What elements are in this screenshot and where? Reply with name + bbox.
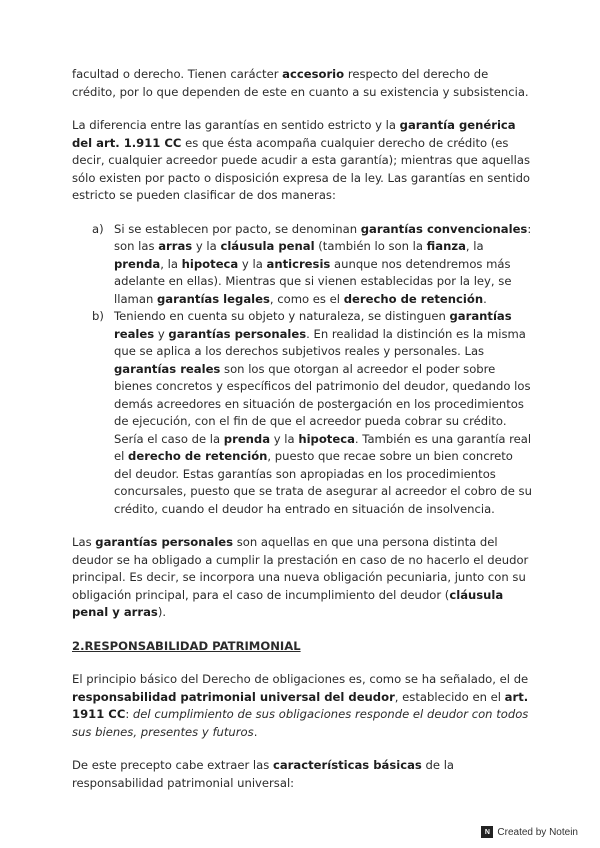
list-marker: b) — [92, 309, 104, 323]
list-marker: a) — [92, 221, 104, 236]
paragraph-garantia-generica: La diferencia entre las garantías en sentido estricto y la garantía genérica del art. 1.911 CC es que ésta acompaña cualquier derecho de crédito (es decir, cualquier acreedor puede acudir a esta garantía); mientras que aquellas sólo existen por pacto o disposición expresa de la ley. Las garantías en sentido estricto se pueden clasificar de dos maneras: — [72, 118, 531, 202]
list-item: a) Si se establecen por pacto, se denominan garantías convencionales: son las arras y la cláusula penal (también lo son la fianza, la prenda, la hipoteca y la anticresis aunque nos detendremos más adelante en ellas). Mientras que si vienen establecidas por la ley, se llaman garantías legales, como es el derecho de retención. — [92, 221, 532, 306]
document-page — [72, 66, 532, 808]
paragraph-principio-basico: El principio básico del Derecho de obligaciones es, como se ha señalado, el de responsabilidad patrimonial universal del deudor, establecido en el art. 1911 CC: del cumplimiento de sus obligaciones responde el deudor con todos sus bienes, presentes y futuros. — [72, 672, 529, 739]
classification-list — [72, 221, 532, 519]
paragraph-garantias-personales: Las garantías personales son aquellas en que una persona distinta del deudor se ha obligado a cumplir la prestación en caso de no hacerlo el deudor principal. Es decir, se incorpora una nueva obligación pecuniaria, junto con su obligación principal, para el caso de incumplimiento del deudor (cláusula penal y arras). — [72, 535, 529, 619]
notein-logo-icon: N — [481, 826, 493, 838]
paragraph-caracteristicas: De este precepto cabe extraer las características básicas de la responsabilidad patrimonial universal: — [72, 758, 455, 790]
section-heading: 2.RESPONSABILIDAD PATRIMONIAL — [72, 638, 301, 653]
list-item: b) Teniendo en cuenta su objeto y naturaleza, se distinguen garantías reales y garantías personales. En realidad la distinción es la misma que se aplica a los derechos subjetivos reales y personales. Las garantías reales son los que otorgan al acreedor el poder sobre bienes concretos y específicos del patrimonio del deudor, quedando los demás acreedores en situación de postergación en los procedimientos de ejecución, con el fin de que el acreedor pueda cobrar su crédito. Sería el caso de la prenda y la hipoteca. También es una garantía real el derecho de retención, puesto que recae sobre un bien concreto del deudor. Estas garantías son apropiadas en los procedimientos concursales, puesto que se trata de asegurar al acreedor el cobro de su crédito, cuando el deudor ha entrado en situación de insolvencia. — [92, 309, 532, 516]
paragraph-accesorio: facultad o derecho. Tienen carácter accesorio respecto del derecho de crédito, por lo que dependen de este en cuanto a su existencia y subsistencia. — [72, 67, 529, 99]
watermark-text: Created by Notein — [497, 826, 578, 838]
notein-watermark — [481, 826, 578, 838]
